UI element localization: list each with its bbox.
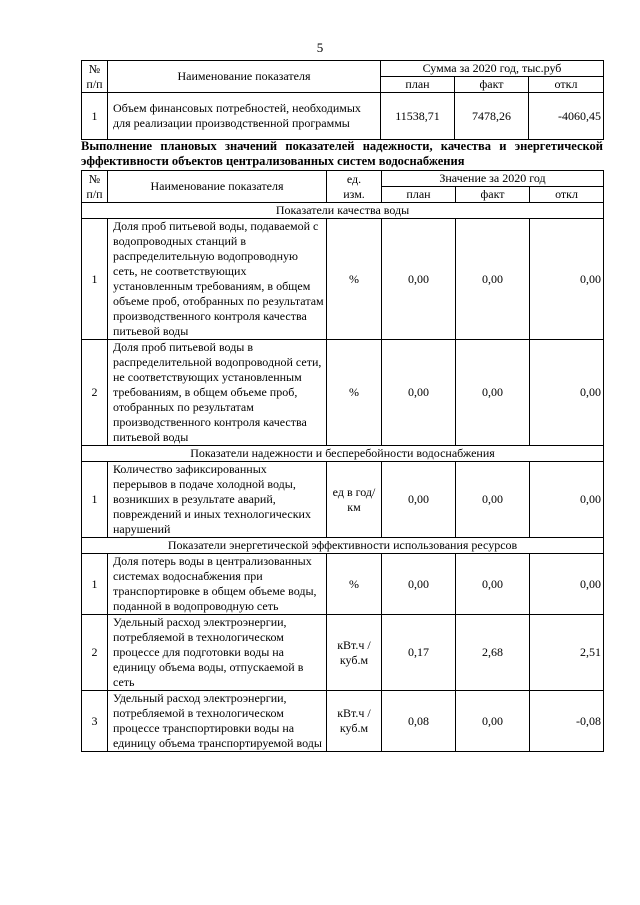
row-name: Удельный расход электроэнергии, потребляемой в технологическом процессе для подготовки воды на единицу объема воды, отпускаемой в сеть	[108, 615, 327, 691]
row-unit: %	[327, 554, 382, 615]
row-no: 1	[82, 219, 108, 340]
col-header-name: Наименование показателя	[108, 171, 327, 203]
table-row	[82, 462, 604, 538]
row-unit: %	[327, 219, 382, 340]
row-fact: 0,00	[456, 554, 530, 615]
section-row	[82, 446, 604, 462]
row-fact: 0,00	[456, 340, 530, 446]
row-plan: 0,00	[382, 554, 456, 615]
row-plan: 11538,71	[381, 93, 455, 140]
row-name: Количество зафиксированных перерывов в подаче холодной воды, возникших в результате аварий, повреждений и иных технологических нарушений	[108, 462, 327, 538]
row-plan: 0,00	[382, 462, 456, 538]
row-no: 2	[82, 615, 108, 691]
row-plan: 0,17	[382, 615, 456, 691]
row-plan: 0,00	[382, 219, 456, 340]
row-dev: -4060,45	[529, 93, 604, 140]
row-fact: 0,00	[456, 691, 530, 752]
row-dev: 0,00	[530, 554, 604, 615]
col-header-dev: откл	[529, 77, 604, 93]
row-no: 3	[82, 691, 108, 752]
col-header-fact: факт	[456, 187, 530, 203]
row-fact: 0,00	[456, 462, 530, 538]
row-dev: 0,00	[530, 219, 604, 340]
row-no: 1	[82, 462, 108, 538]
table-row	[82, 615, 604, 691]
table-row	[82, 340, 604, 446]
row-unit: %	[327, 340, 382, 446]
row-dev: 0,00	[530, 340, 604, 446]
row-no: 1	[82, 554, 108, 615]
row-dev: 0,00	[530, 462, 604, 538]
section-title: Показатели надежности и бесперебойности водоснабжения	[82, 446, 604, 462]
row-fact: 0,00	[456, 219, 530, 340]
section-row	[82, 538, 604, 554]
row-unit: кВт.ч / куб.м	[327, 691, 382, 752]
col-header-dev: откл	[530, 187, 604, 203]
row-dev: 2,51	[530, 615, 604, 691]
table-row	[82, 93, 604, 140]
col-header-plan: план	[381, 77, 455, 93]
section-heading: Выполнение плановых значений показателей надежности, качества и энергетической эффективности объектов централизованных систем водоснабжения	[81, 139, 603, 168]
table-row	[82, 691, 604, 752]
row-plan: 0,08	[382, 691, 456, 752]
row-dev: -0,08	[530, 691, 604, 752]
col-header-fact: факт	[455, 77, 529, 93]
row-unit: кВт.ч / куб.м	[327, 615, 382, 691]
col-header-no: № п/п	[82, 61, 108, 93]
row-name: Доля проб питьевой воды в распределительной водопроводной сети, не соответствующих установленным требованиям, в общем объеме проб, отобранных по результатам производственного контроля качества питьевой воды	[108, 340, 327, 446]
finance-table	[81, 60, 604, 140]
page-number: 5	[316, 40, 324, 55]
row-name: Объем финансовых потребностей, необходимых для реализации производственной программы	[108, 93, 381, 140]
row-no: 1	[82, 93, 108, 140]
row-no: 2	[82, 340, 108, 446]
row-fact: 7478,26	[455, 93, 529, 140]
row-name: Доля проб питьевой воды, подаваемой с водопроводных станций в распределительную водопроводную сеть, не соответствующих установленным требованиям, в общем объеме проб, отобранных по результатам производственного контроля качества питьевой воды	[108, 219, 327, 340]
row-name: Доля потерь воды в централизованных системах водоснабжения при транспортировке в общем объеме воды, поданной в водопроводную сеть	[108, 554, 327, 615]
row-unit: ед в год/ км	[327, 462, 382, 538]
col-header-value: Значение за 2020 год	[382, 171, 604, 187]
row-fact: 2,68	[456, 615, 530, 691]
col-header-plan: план	[382, 187, 456, 203]
col-header-sum: Сумма за 2020 год, тыс.руб	[381, 61, 604, 77]
section-title: Показатели качества воды	[82, 203, 604, 219]
col-header-no: № п/п	[82, 171, 108, 203]
indicators-table	[81, 170, 604, 752]
section-row	[82, 203, 604, 219]
table-row	[82, 554, 604, 615]
row-name: Удельный расход электроэнергии, потребляемой в технологическом процессе транспортировки воды на единицу объема транспортируемой воды	[108, 691, 327, 752]
row-plan: 0,00	[382, 340, 456, 446]
table-row	[82, 219, 604, 340]
section-title: Показатели энергетической эффективности использования ресурсов	[82, 538, 604, 554]
col-header-name: Наименование показателя	[108, 61, 381, 93]
col-header-unit: ед. изм.	[327, 171, 382, 203]
